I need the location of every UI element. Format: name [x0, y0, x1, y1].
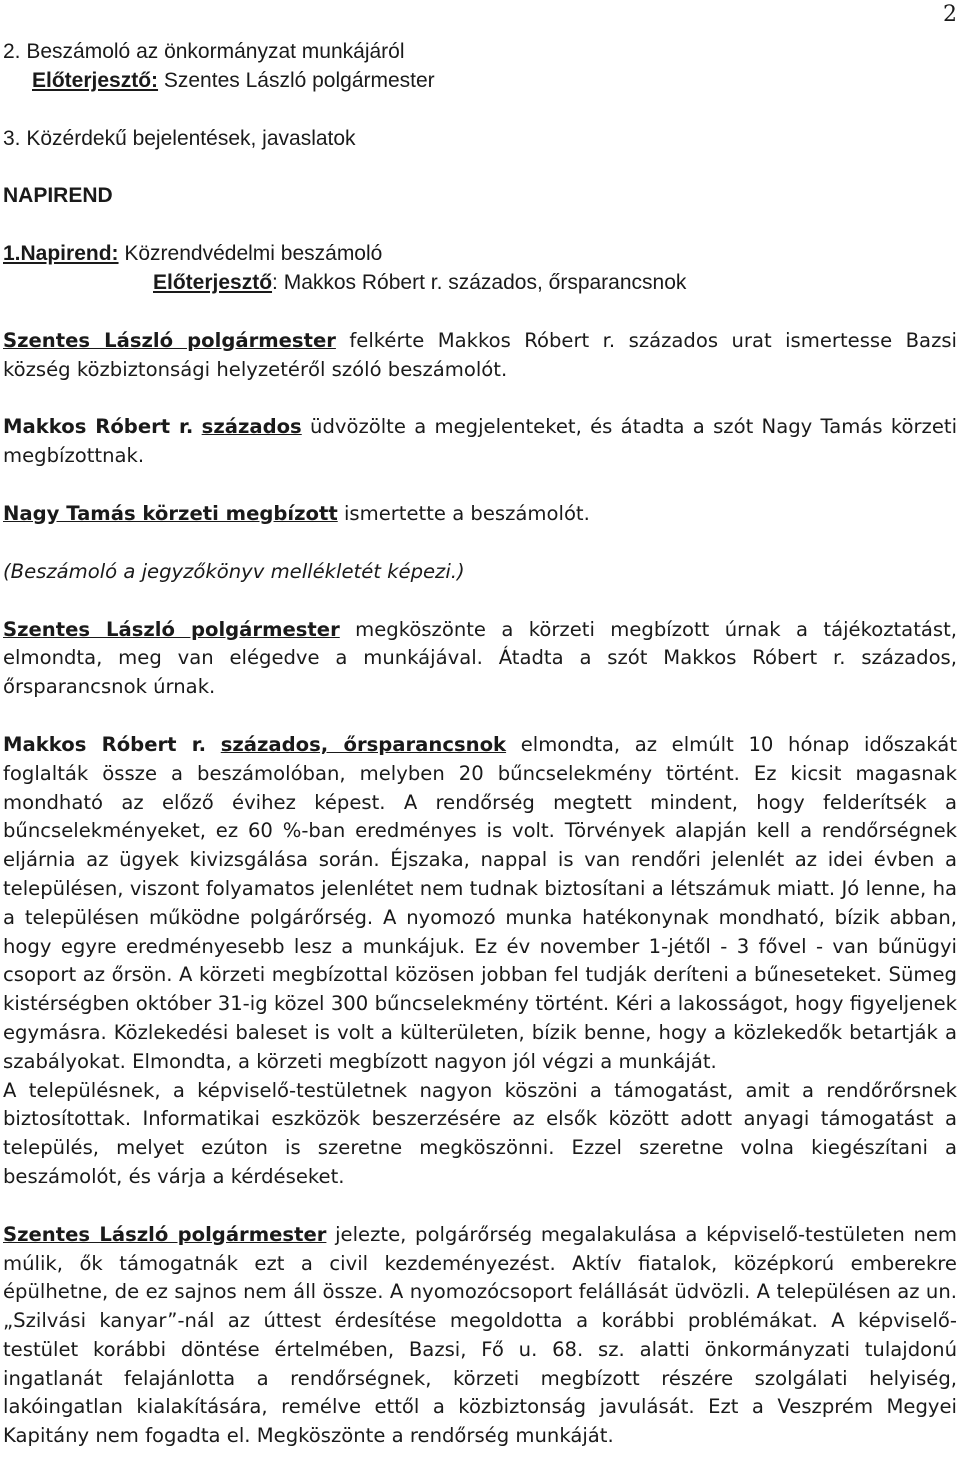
paragraph-text: elmondta, az elmúlt 10 hónap időszakát foglalták össze a beszámolóban, melyben 20 bűncselekmény történt. Ez kicsit magasnak mondható az előző évihez képest. A rendőrség megtett mindent, hogy felderítsék a bűncselekményeket, ez 60 %-ban eredményes is volt. Törvények alapján kell a rendőrségnek eljárnia az ügyek kivizsgálása során. Éjszaka, nappal is van rendőri jelenlét az idei évben a településen, viszont folyamatos jelenlétet nem tudnak biztosítani a létszámuk miatt. Jó lenne, ha a településen működne polgárőrség. A nyomozó munka hatékonynak mondható, bízik abban, hogy egyre eredményesebb lesz a munkájuk. Ez év november 1-jétől - 3 fővel - van bűnügyi csoport az őrsön. A körzeti megbízottal közösen jobban fel tudják deríteni a bűneseteket. Sümeg kistérségben október 31-ig közel 300 bűncselekmény történt. Kéri a lakosságot, hogy figyeljenek egymásra. Közlekedési baleset is volt a külterületen, bízik benne, hogy a közlekedők betartják a szabályokat. Elmondta, a körzeti megbízott nagyon jól végzi a munkáját. — [3, 732, 957, 1073]
speaker-name: Szentes László polgármester — [3, 1222, 327, 1246]
napirend-heading: NAPIREND — [3, 184, 113, 208]
paragraph-3 — [3, 500, 957, 529]
speaker-name: Szentes László polgármester — [3, 328, 336, 352]
paragraph-text: ismertette a beszámolót. — [337, 501, 590, 525]
item-1-presenter-line — [3, 269, 957, 298]
paragraph-2 — [3, 413, 957, 471]
speaker-name: Makkos Róbert r. — [3, 415, 194, 439]
item-1-title: Közrendvédelmi beszámoló — [118, 242, 383, 266]
paragraph-6 — [3, 731, 957, 1077]
agenda-item-3 — [3, 125, 957, 154]
paragraph-text: jelezte, polgárőrség megalakulása a képviselő-testületen nem múlik, ők támogatnák ezt a civil kezdeményezést. Aktív fiatalok, középkorú emberekre épülhetne, de ez sajnos nem áll össze. A nyomozócsoport felállását üdvözli. A településen az un. „Szilvási kanyar”-nál az úttest érdesítése megoldotta a korábbi problémákat. A képviselő-testület korábbi döntése értelmében, Bazsi, Fő u. 68. sz. alatti önkormányzati tulajdonú ingatlanát felajánlotta a rendőrségnek, körzeti megbízott részére szolgálati helyiség, lakóingatlan kialakítására, remélve ettől a közbiztonság javulását. Ezt a Veszprém Megyei Kapitány nem fogadta el. Megköszönte a rendőrség munkáját. — [3, 1222, 958, 1448]
speaker-name: Nagy Tamás körzeti megbízott — [3, 501, 338, 525]
speaker-name: Makkos Róbert r. — [3, 732, 207, 756]
agenda-item-2-presenter-line — [3, 67, 957, 96]
paragraph-text: felkérte Makkos Róbert r. százados urat ismertesse Bazsi község közbiztonsági helyzetéről szóló beszámolót. — [3, 328, 957, 381]
item-1-presenter: : Makkos Róbert r. százados, őrsparancsnok — [272, 270, 687, 294]
item-1-presenter-label: Előterjesztő — [153, 270, 273, 294]
paragraph-4-note: (Beszámoló a jegyzőkönyv mellékletét képezi.) — [3, 559, 465, 583]
paragraph-7: A településnek, a képviselő-testületnek nagyon köszöni a támogatást, amit a rendőrőrsnek biztosítottak. Informatikai eszközök beszerzésére az elsők között adott anyagi támogatást a település, melyet ezúton is szeretne megköszönni. Ezzel szeretne volna kiegészítani a beszámolót, és várja a kérdéseket. — [3, 1078, 957, 1188]
presenter-label: Előterjesztő: — [32, 68, 159, 92]
item-1-heading — [3, 240, 957, 269]
document-body — [3, 38, 957, 1451]
paragraph-text: üdvözölte a megjelenteket, és átadta a szót Nagy Tamás körzeti megbízottnak. — [3, 415, 958, 468]
speaker-rank: százados, őrsparancsnok — [220, 732, 507, 756]
item-1-label: 1.Napirend: — [3, 242, 119, 266]
page-number: 2 — [943, 2, 957, 27]
agenda-item-2-title: 2. Beszámoló az önkormányzat munkájáról — [3, 40, 405, 63]
presenter-name: Szentes László polgármester — [158, 68, 435, 92]
agenda-item-3-title: 3. Közérdekű bejelentések, javaslatok — [3, 126, 356, 150]
agenda-item-2 — [3, 38, 957, 67]
speaker-rank: százados — [201, 415, 302, 439]
paragraph-8 — [3, 1221, 957, 1451]
paragraph-5 — [3, 616, 957, 702]
paragraph-1 — [3, 327, 957, 385]
paragraph-text: megköszönte a körzeti megbízott úrnak a tájékoztatást, elmondta, meg van elégedve a munkájával. Átadta a szót Makkos Róbert r. százados, őrsparancsnok úrnak. — [3, 617, 958, 699]
speaker-name: Szentes László polgármester — [3, 617, 340, 641]
